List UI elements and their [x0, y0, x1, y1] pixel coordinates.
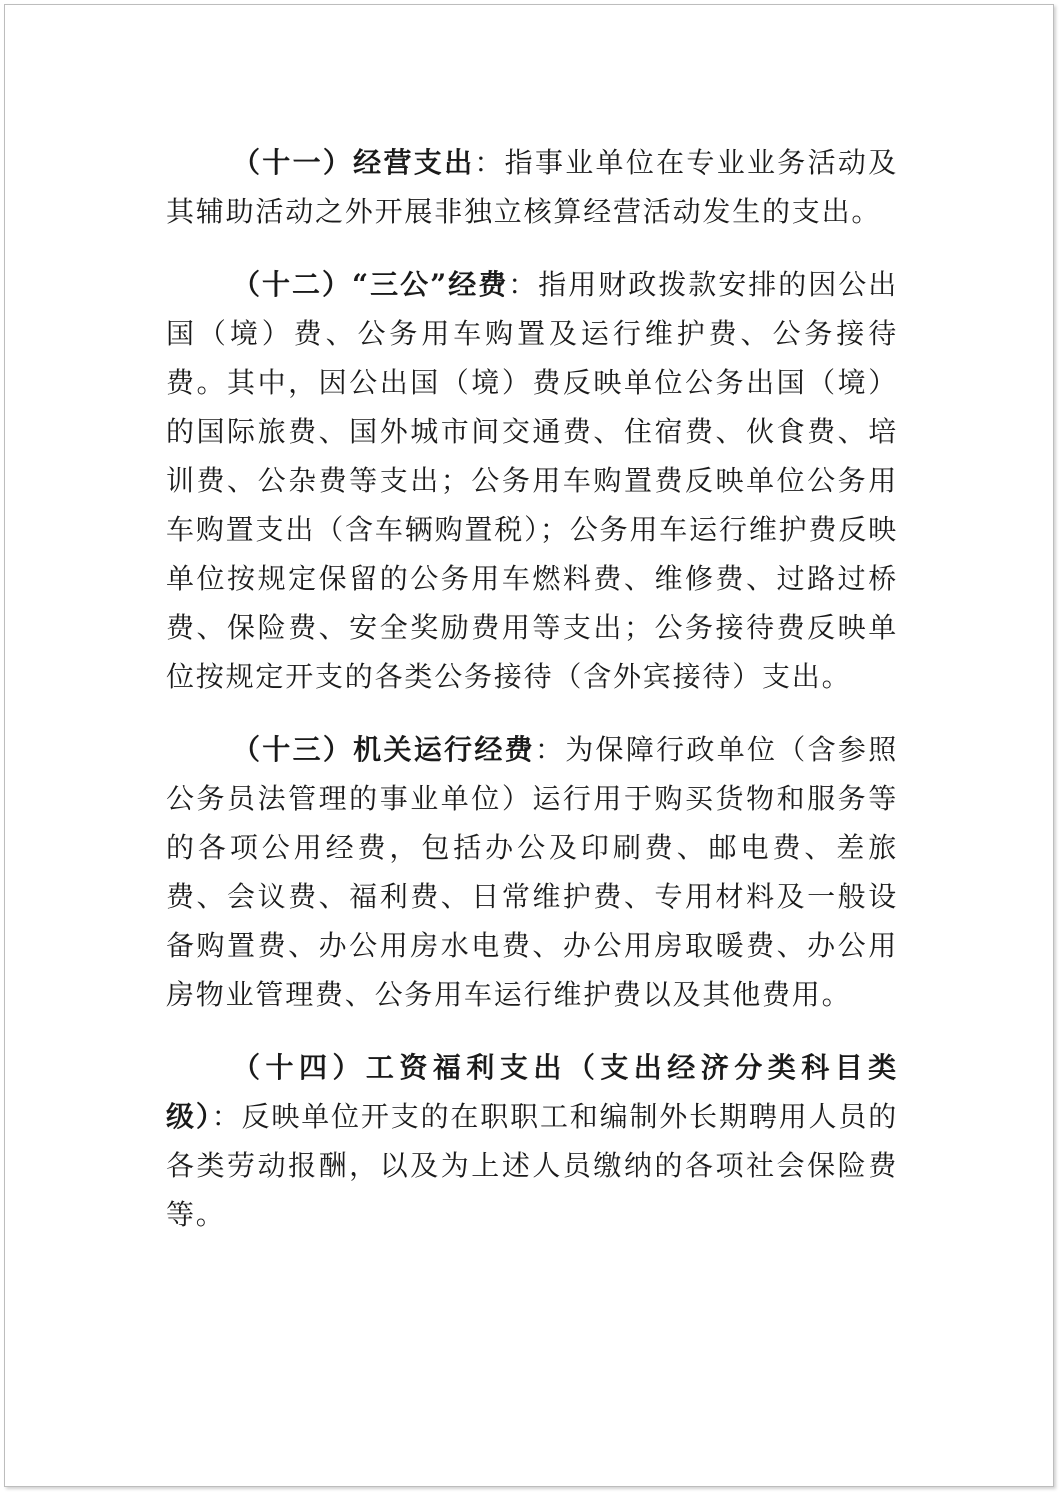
document-body	[166, 138, 898, 1263]
term-operating-expenses: （十一）经营支出	[232, 146, 475, 179]
definition-wage-welfare-expenses: ：反映单位开支的在职职工和编制外长期聘用人员的各类劳动报酬，以及为上述人员缴纳的各项社会保险费等。	[166, 1100, 898, 1231]
paragraph-wage-welfare-expenses	[166, 1043, 898, 1239]
paragraph-three-public-expenses	[166, 260, 898, 701]
term-agency-operating-funds: （十三）机关运行经费	[232, 733, 535, 766]
definition-agency-operating-funds: ：为保障行政单位（含参照公务员法管理的事业单位）运行用于购买货物和服务等的各项公用经费，包括办公及印刷费、邮电费、差旅费、会议费、福利费、日常维护费、专用材料及一般设备购置费、办公用房水电费、办公用房取暖费、办公用房物业管理费、公务用车运行维护费以及其他费用。	[166, 733, 898, 1011]
paragraph-agency-operating-funds	[166, 725, 898, 1019]
definition-operating-expenses: ：指事业单位在专业业务活动及其辅助活动之外开展非独立核算经营活动发生的支出。	[166, 146, 898, 228]
definition-three-public-expenses: ：指用财政拨款安排的因公出国（境）费、公务用车购置及运行维护费、公务接待费。其中，因公出国（境）费反映单位公务出国（境）的国际旅费、国外城市间交通费、住宿费、伙食费、培训费、公杂费等支出；公务用车购置费反映单位公务用车购置支出（含车辆购置税）；公务用车运行维护费反映单位按规定保留的公务用车燃料费、维修费、过路过桥费、保险费、安全奖励费用等支出；公务接待费反映单位按规定开支的各类公务接待（含外宾接待）支出。	[166, 268, 898, 693]
term-wage-welfare-expenses: （十四）工资福利支出（支出经济分类科目类级）	[166, 1051, 898, 1133]
term-three-public-expenses: （十二）“三公”经费	[232, 268, 509, 301]
paragraph-operating-expenses	[166, 138, 898, 236]
